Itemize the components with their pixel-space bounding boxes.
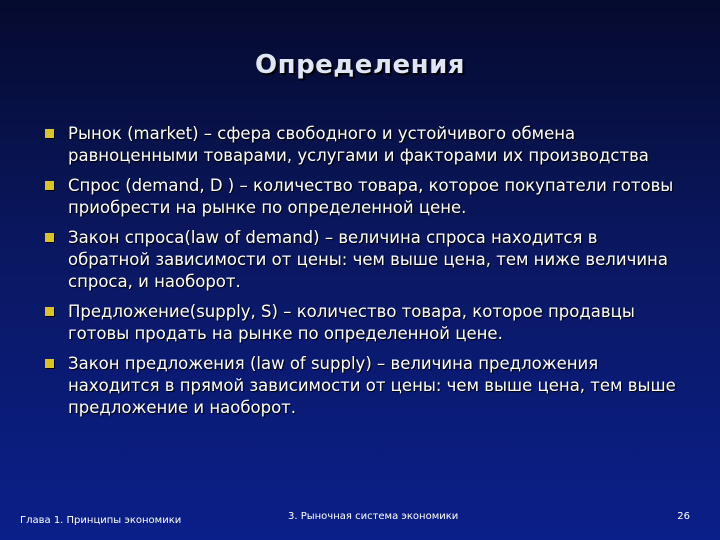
bullet-text: Закон предложения (law of supply) – величина предложения находится в прямой зависимости от цены: чем выше цена, тем выше предложение и наоборот. <box>68 354 676 417</box>
square-bullet-icon <box>45 359 54 368</box>
bullet-text: Рынок (market) – сфера свободного и устойчивого обмена равноценными товарами, услугами и факторами их производства <box>68 124 649 165</box>
bullet-text: Спрос (demand, D ) – количество товара, которое покупатели готовы приобрести на рынке по определенной цене. <box>68 176 674 217</box>
square-bullet-icon <box>45 233 54 242</box>
slide-title: Определения <box>255 50 465 80</box>
page-number: 26 <box>677 511 690 522</box>
square-bullet-icon <box>45 307 54 316</box>
bullet-item-supply <box>44 301 684 345</box>
bullet-item-market <box>44 123 684 167</box>
bullet-list <box>44 123 684 427</box>
footer-section: 3. Рыночная система экономики <box>288 511 459 522</box>
square-bullet-icon <box>45 181 54 190</box>
square-bullet-icon <box>45 129 54 138</box>
bullet-text: Закон спроса(law of demand) – величина спроса находится в обратной зависимости от цены: чем выше цена, тем ниже величина спроса, и наоборот. <box>68 228 668 291</box>
bullet-text: Предложение(supply, S) – количество товара, которое продавцы готовы продать на рынке по определенной цене. <box>68 302 635 343</box>
bullet-item-law-of-demand <box>44 227 684 293</box>
bullet-item-law-of-supply <box>44 353 684 419</box>
footer-chapter: Глава 1. Принципы экономики <box>20 515 182 526</box>
bullet-item-demand <box>44 175 684 219</box>
